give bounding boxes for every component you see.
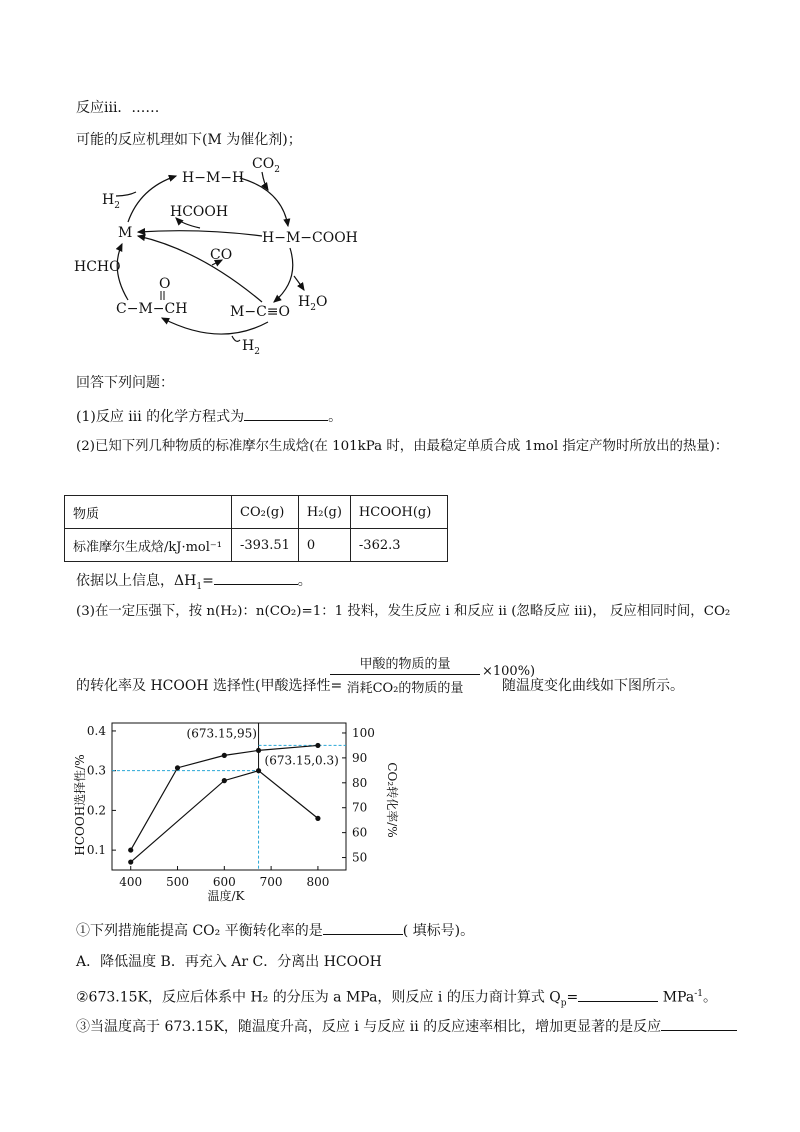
sub2-unit: MPa bbox=[658, 989, 695, 1006]
fraction-denominator: 消耗CO₂的物质的量 bbox=[346, 681, 464, 696]
data-point bbox=[222, 753, 227, 758]
y-left-tick-label: 0.3 bbox=[86, 763, 106, 778]
question-2: (2)已知下列几种物质的标准摩尔生成焓(在 101kPa 时，由最稳定单质合成 1mol 指定产物时所放出的热量)： bbox=[76, 439, 729, 454]
co-label: CO bbox=[210, 247, 233, 263]
sub2-eq: = bbox=[566, 989, 579, 1006]
sub1-end: ( 填标号)。 bbox=[402, 923, 475, 939]
answer-blank-5[interactable] bbox=[661, 1016, 737, 1031]
data-point bbox=[128, 847, 133, 852]
mechanism-intro: 可能的反应机理如下(M 为催化剂)； bbox=[76, 132, 302, 148]
h2o-label: $H_2O$ bbox=[298, 294, 328, 313]
sub2-p: p bbox=[560, 998, 567, 1009]
q3-b-post: 随温度变化曲线如下图所示。 bbox=[502, 678, 684, 694]
hmcooh-label: H−M−COOH bbox=[262, 230, 358, 246]
table-header-row bbox=[65, 496, 448, 529]
table-cell: 0 bbox=[298, 529, 350, 562]
h2-bottom-label: $H_2$ bbox=[242, 338, 260, 357]
temperature-chart bbox=[0, 710, 800, 910]
x-tick-label: 500 bbox=[166, 875, 189, 889]
q1-text: (1)反应 iii 的化学方程式为 bbox=[76, 409, 245, 425]
q2-eq: = bbox=[202, 573, 214, 589]
x-tick-label: 800 bbox=[306, 875, 330, 889]
fraction-tail: ×100%) bbox=[482, 664, 536, 679]
sub3-text: ③当温度高于 673.15K，随温度升高，反应 i 与反应 ii 的反应速率相比，增加更显著的是反应 bbox=[76, 1019, 662, 1035]
annotation-label: (673.15,0.3) bbox=[264, 753, 339, 768]
y-left-tick-label: 0.2 bbox=[86, 803, 106, 818]
q2-end: 。 bbox=[297, 573, 312, 589]
question-3-line-a: (3)在一定压强下，按 n(H₂)：n(CO₂)=1：1 投料，发生反应 i 和反应 ii (忽略反应 iii)， 反应相同时间，CO₂ bbox=[76, 604, 731, 619]
m-label: M bbox=[118, 225, 133, 241]
sub-question-2 bbox=[76, 984, 717, 1013]
sub2-sup: -1 bbox=[694, 989, 703, 999]
co2-label: $CO_2$ bbox=[252, 156, 280, 175]
co2-sub: 2 bbox=[274, 165, 280, 175]
mco-label: M−C≡O bbox=[230, 304, 290, 320]
enthalpy-table bbox=[64, 495, 448, 562]
y-right-tick-label: 60 bbox=[352, 825, 368, 840]
table-row bbox=[65, 529, 448, 562]
answer-blank-4[interactable] bbox=[578, 987, 658, 1002]
x-axis-label: 温度/K bbox=[207, 889, 245, 903]
y-left-tick-label: 0.1 bbox=[86, 843, 106, 858]
table-row-label: 标准摩尔生成焓/kJ·mol⁻¹ bbox=[65, 529, 232, 562]
sub-question-3 bbox=[76, 1016, 737, 1037]
y-left-label: HCOOH选择性/% bbox=[73, 754, 87, 856]
sub1-text: ①下列措施能提高 CO₂ 平衡转化率的是 bbox=[76, 923, 323, 939]
reaction-iii-text: 反应iii．…… bbox=[76, 100, 160, 116]
x-tick-label: 400 bbox=[119, 875, 143, 889]
answer-blank-2[interactable] bbox=[214, 570, 298, 585]
series-line-1 bbox=[131, 771, 318, 862]
answer-intro: 回答下列问题： bbox=[76, 375, 174, 391]
h2-top-label: $H_2$ bbox=[102, 192, 120, 211]
x-tick-label: 700 bbox=[259, 875, 283, 889]
hcooh-label: HCOOH bbox=[170, 204, 229, 220]
table-cell: -393.51 bbox=[232, 529, 299, 562]
data-point bbox=[315, 816, 320, 821]
table-cell: -362.3 bbox=[350, 529, 447, 562]
sub2-text: ②673.15K，反应后体系中 H₂ 的分压为 a MPa，则反应 i 的压力商计算式 Q bbox=[76, 989, 561, 1006]
data-point bbox=[256, 768, 261, 773]
sub2-end: 。 bbox=[702, 989, 717, 1006]
data-point bbox=[175, 765, 180, 770]
fraction-numerator: 甲酸的物质的量 bbox=[359, 657, 451, 672]
data-point bbox=[128, 859, 133, 864]
data-point bbox=[256, 748, 261, 753]
data-point bbox=[315, 743, 320, 748]
y-right-tick-label: 50 bbox=[352, 850, 368, 865]
data-point bbox=[222, 778, 227, 783]
q2-sub: 1 bbox=[196, 581, 203, 592]
table-header-cell: CO₂(g) bbox=[232, 496, 299, 529]
options-line: A．降低温度 B．再充入 Ar C．分离出 HCOOH bbox=[76, 954, 382, 970]
answer-blank-3[interactable] bbox=[323, 920, 403, 935]
y-right-label: CO₂转化率/% bbox=[385, 762, 399, 838]
answer-blank-1[interactable] bbox=[244, 406, 328, 421]
selectivity-fraction bbox=[330, 653, 480, 696]
y-right-tick-label: 70 bbox=[352, 800, 368, 815]
q3-b-pre: 的转化率及 HCOOH 选择性(甲酸选择性= bbox=[76, 678, 343, 694]
question-1 bbox=[76, 406, 342, 427]
x-tick-label: 600 bbox=[212, 875, 236, 889]
y-left-tick-label: 0.4 bbox=[86, 723, 106, 738]
annotation-label: (673.15,95) bbox=[186, 726, 257, 741]
mechanism-diagram bbox=[0, 150, 800, 370]
o-label: O bbox=[159, 276, 171, 292]
q2-after-text: 依据以上信息，ΔH bbox=[76, 573, 197, 589]
table-header-cell: 物质 bbox=[65, 496, 232, 529]
hcho-label: HCHO bbox=[74, 259, 121, 275]
table-header-cell: HCOOH(g) bbox=[350, 496, 447, 529]
cmch-label: C−M−CH bbox=[116, 301, 188, 317]
q1-end: 。 bbox=[328, 409, 343, 425]
hmh-label: H−M−H bbox=[182, 170, 245, 186]
sub-question-1 bbox=[76, 920, 474, 941]
y-right-tick-label: 80 bbox=[352, 775, 368, 790]
q2-answer-line bbox=[76, 570, 312, 597]
y-right-tick-label: 100 bbox=[352, 725, 375, 740]
question-3-line-b bbox=[76, 676, 342, 696]
y-right-tick-label: 90 bbox=[352, 750, 368, 765]
table-header-cell: H₂(g) bbox=[298, 496, 350, 529]
